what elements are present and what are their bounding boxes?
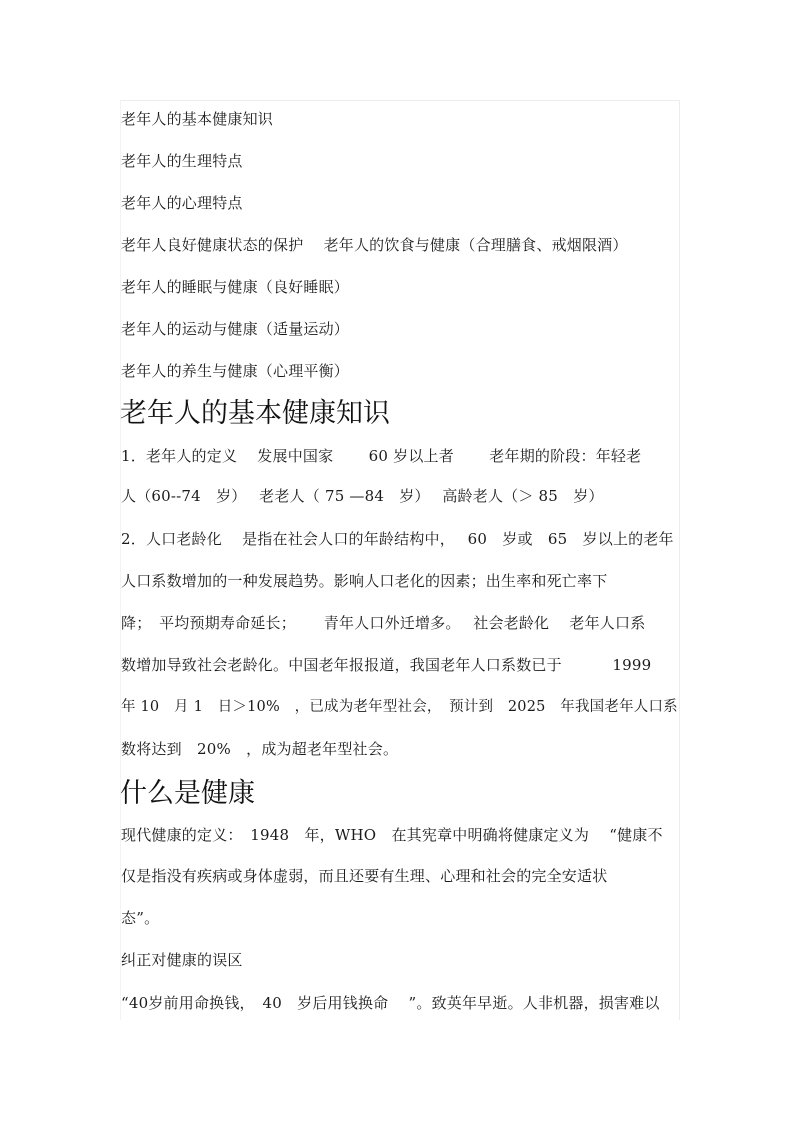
paragraph-line: 人口系数增加的一种发展趋势。影响人口老化的因素；出生率和死亡率下 (121, 572, 608, 590)
paragraph-line: 现代健康的定义： 1948 年，WHO 在其宪章中明确将健康定义为 “健康不 (121, 826, 663, 844)
paragraph-line: 2．人口老龄化 是指在社会人口的年龄结构中， 60 岁或 65 岁以上的老年 (121, 530, 674, 548)
paragraph-line: 1．老年人的定义 发展中国家 60 岁以上者 老年期的阶段：年轻老 (121, 447, 642, 465)
paragraph-line: 人（60--74 岁） 老老人（ 75 —84 岁） 高龄老人（＞ 85 岁） (121, 487, 604, 505)
toc-item[interactable]: 老年人的养生与健康（心理平衡） (121, 362, 350, 380)
paragraph-line: 降； 平均预期寿命延长； 青年人口外迁增多。 社会老龄化 老年人口系 (121, 614, 646, 632)
paragraph-line: 数增加导致社会老龄化。中国老年报报道，我国老年人口系数已于 1999 (121, 656, 652, 674)
toc-item[interactable]: 老年人良好健康状态的保护 老年人的饮食与健康（合理膳食、戒烟限酒） (121, 236, 628, 254)
subheading: 纠正对健康的误区 (121, 951, 243, 969)
section-heading: 什么是健康 (120, 778, 255, 809)
paragraph-line: 仅是指没有疾病或身体虚弱，而且还要有生理、心理和社会的完全安适状 (121, 867, 608, 885)
toc-item[interactable]: 老年人的基本健康知识 (121, 110, 274, 128)
paragraph-line: “40岁前用命换钱， 40 岁后用钱换命 ”。致英年早逝。人非机器，损害难以 (121, 994, 660, 1012)
toc-item[interactable]: 老年人的运动与健康（适量运动） (121, 320, 350, 338)
toc-item[interactable]: 老年人的生理特点 (121, 152, 243, 170)
toc-item[interactable]: 老年人的睡眠与健康（良好睡眠） (121, 278, 350, 296)
paragraph-line: 态”。 (121, 909, 160, 927)
paragraph-line: 数将达到 20% ，成为超老年型社会。 (121, 740, 399, 758)
toc-item[interactable]: 老年人的心理特点 (121, 194, 243, 212)
paragraph-line: 年 10 月 1 日＞10% ，已成为老年型社会， 预计到 2025 年我国老年人口系 (121, 699, 678, 715)
section-heading: 老年人的基本健康知识 (120, 398, 390, 429)
